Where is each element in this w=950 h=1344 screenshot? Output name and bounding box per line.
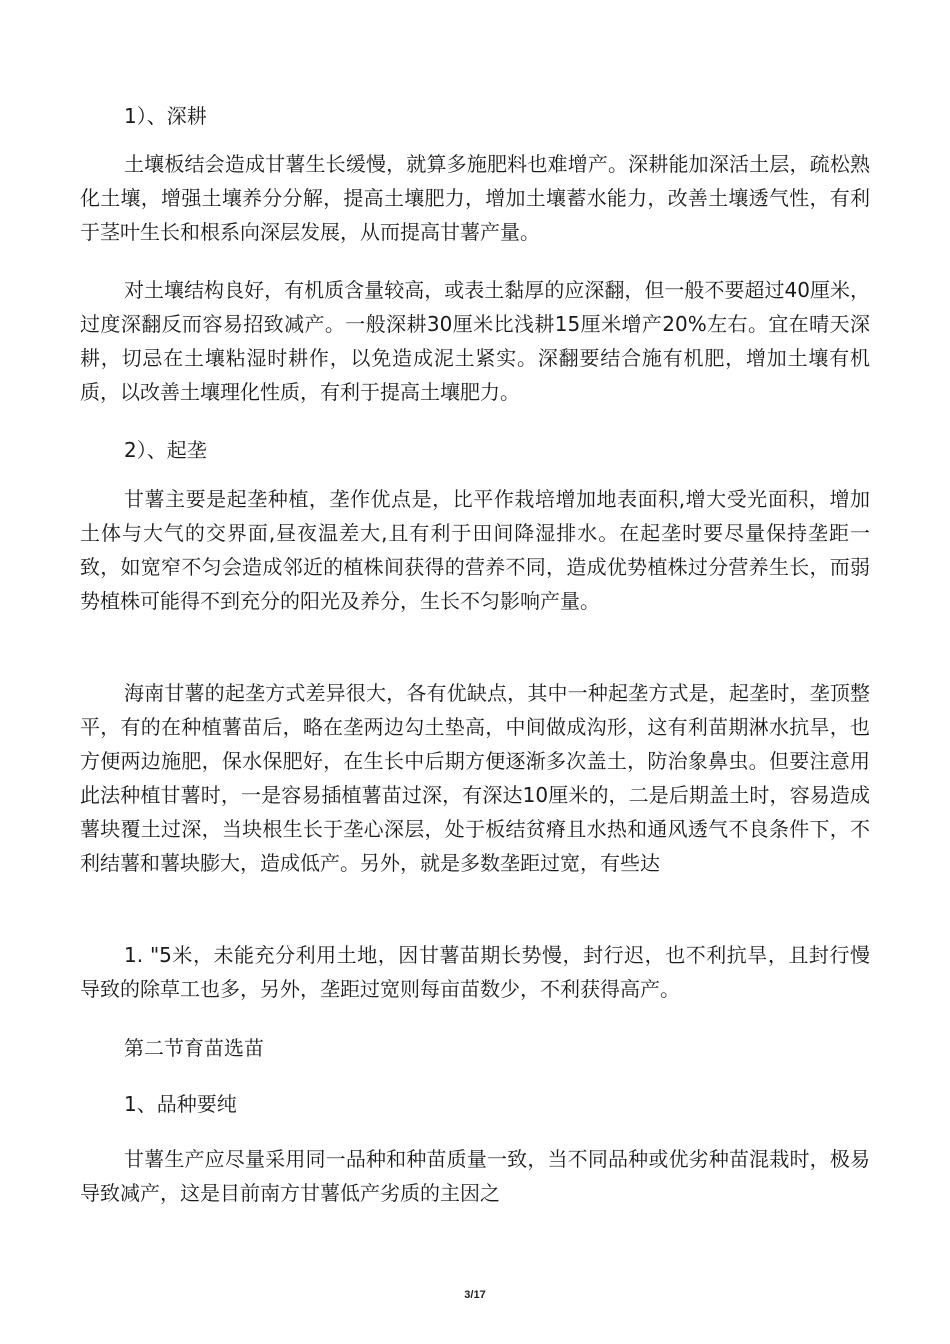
- paragraph-variety-purity: 甘薯生产应尽量采用同一品种和种苗质量一致，当不同品种或优劣种苗混栽时，极易导致减产，这是目前南方甘薯低产劣质的主因之: [80, 1147, 870, 1205]
- heading-ridging: 2）、起垄: [124, 438, 207, 462]
- paragraph-deep-plowing-intro: 土壤板结会造成甘薯生长缓慢，就算多施肥料也难增产。深耕能加深活土层，疏松熟化土壤，增强土壤养分分解，提高土壤肥力，增加土壤蓄水能力，改善土壤透气性，有利于茎叶生长和根系向深层发展，从而提高甘薯产量。: [80, 152, 870, 244]
- paragraph-deep-plowing-details: 对土壤结构良好，有机质含量较高，或表土黏厚的应深翻，但一般不要超过40厘米，过度深翻反而容易招致减产。一般深耕30厘米比浅耕15厘米增产20%左右。宜在晴天深耕，切忌在土壤粘湿时耕作，以免造成泥土紧实。深翻要结合施有机肥，增加土壤有机质，以改善土壤理化性质，有利于提高土壤肥力。: [80, 278, 870, 404]
- heading-deep-plowing: 1）、深耕: [124, 104, 207, 128]
- heading-variety-purity: 1、品种要纯: [124, 1092, 237, 1116]
- paragraph-ridging-intro: 甘薯主要是起垄种植，垄作优点是，比平作栽培增加地表面积,增大受光面积，增加土体与大气的交界面,昼夜温差大,且有利于田间降湿排水。在起垄时要尽量保持垄距一致，如宽窄不匀会造成邻近的植株间获得的营养不同，造成优势植株过分营养生长，而弱势植株可能得不到充分的阳光及养分，生长不匀影响产量。: [80, 487, 870, 613]
- list-item-ridge-width: 1. "5米，未能充分利用土地，因甘薯苗期长势慢，封行迟，也不利抗旱，且封行慢导致的除草工也多，另外，垄距过宽则每亩苗数少，不利获得高产。: [80, 943, 870, 1001]
- heading-section-two: 第二节育苗选苗: [124, 1036, 264, 1060]
- page-number: 3/17: [464, 1289, 486, 1301]
- paragraph-hainan-ridging: 海南甘薯的起垄方式差异很大，各有优缺点，其中一种起垄方式是，起垄时，垄顶整平，有的在种植薯苗后，略在垄两边勾土垫高，中间做成沟形，这有利苗期淋水抗旱，也方便两边施肥，保水保肥好，在生长中后期方便逐渐多次盖土，防治象鼻虫。但要注意用此法种植甘薯时，一是容易插植薯苗过深，有深达10厘米的，二是后期盖土时，容易造成薯块覆土过深，当块根生长于垄心深层，处于板结贫瘠且水热和通风透气不良条件下，不利结薯和薯块膨大，造成低产。另外，就是多数垄距过宽，有些达: [80, 681, 870, 875]
